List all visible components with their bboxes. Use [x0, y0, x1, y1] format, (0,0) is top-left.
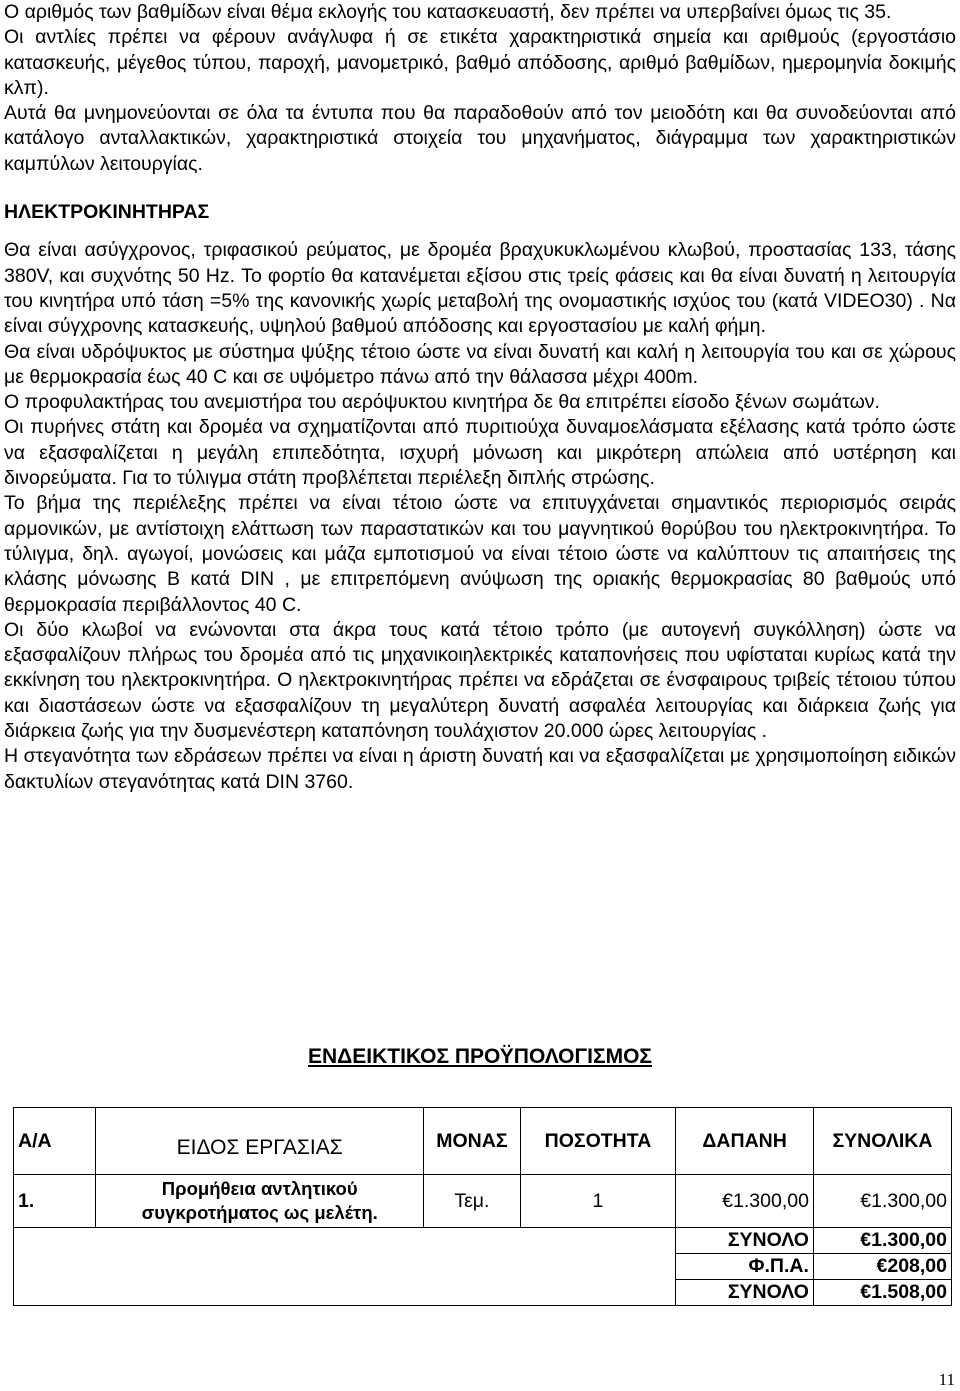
header-cost: ΔΑΠΑΝΗ: [676, 1108, 814, 1175]
header-quantity: ΠΟΣΟΤΗΤΑ: [520, 1108, 676, 1175]
summary-label: Φ.Π.Α.: [676, 1254, 814, 1280]
row-total: [813, 1175, 951, 1228]
summary-value-text: 208,00: [887, 1255, 947, 1277]
euro-symbol: €: [860, 1281, 872, 1303]
summary-value: [813, 1280, 951, 1306]
summary-row: [14, 1280, 952, 1306]
row-aa: 1.: [14, 1175, 96, 1228]
header-unit: ΜΟΝΑΣ: [424, 1108, 520, 1175]
row-cost-value: 1.300,00: [733, 1189, 809, 1212]
summary-row: [14, 1254, 952, 1280]
summary-value-text: 1.300,00: [871, 1229, 947, 1251]
paragraph-stages: Ο αριθμός των βαθμίδων είναι θέμα εκλογής του κατασκευαστή, δεν πρέπει να υπερβαίνει όμως τις 35.: [4, 1, 892, 23]
paragraph-markings: Οι αντλίες πρέπει να φέρουν ανάγλυφα ή σε ετικέτα χαρακτηριστικά σημεία και αριθμούς (εργοστάσιο κατασκευής, μέγεθος τύπου, παροχή, μανομετρικό, βαθμό απόδοσης, αριθμό βαθμίδων, ημερομηνία δοκιμής κλπ).: [4, 26, 956, 99]
motor-paragraph: Το βήμα της περιέλεξης πρέπει να είναι τέτοιο ώστε να επιτυγχάνεται σημαντικός περιορισμός σειράς αρμονικών, με αντίστοιχη ελάττωση των παραστατικών και του μαγνητικού θορύβου του ηλεκτροκινητήρα. Το τύλιγμα, δηλ. αγωγοί, μονώσεις και μάζα εμποτισμού να είναι τέτοιο ώστε να καλύπτουν τις απαιτήσεις της κλάσης μόνωσης Β κατά DIN , με επιτρεπόμενη ανύψωση της οριακής θερμοκρασίας 80 βαθμούς υπό θερμοκρασία περιβάλλοντος 40 C.: [4, 492, 956, 616]
euro-symbol: €: [722, 1189, 734, 1212]
header-aa: Α/Α: [14, 1108, 96, 1175]
motor-paragraph: Η στεγανότητα των εδράσεων πρέπει να είναι η άριστη δυνατή και να εξασφαλίζεται με χρησιμοποίηση ειδικών δακτυλίων στεγανότητας κατά DIN 3760.: [4, 745, 956, 793]
euro-symbol: €: [860, 1229, 872, 1251]
euro-symbol: €: [876, 1255, 888, 1277]
row-total-value: 1.300,00: [871, 1189, 947, 1212]
motor-paragraph: Οι δύο κλωβοί να ενώνονται στα άκρα τους κατά τέτοιο τρόπο (με αυτογενή συγκόλληση) ώστε να εξασφαλίζουν πλήρως του δρομέα από τις μηχανικοιηλεκτρικές καταπονήσεις που υφίσταται κυρίως κατά την εκκίνηση του ηλεκτροκινητήρα. Ο ηλεκτροκινητήρας πρέπει να εδράζεται σε ένσφαιρους τριβείς τέτοιου τύπου και διαστάσεων ώστε να εξασφαλίζουν τη μεγαλύτερη δυνατή ασφαλέα λειτουργίας και διάρκεια ζωής για διάρκεια ζωής για την δυσμενέστερη καταπόνηση τουλάχιστον 20.000 ώρες λειτουργίας .: [4, 618, 956, 743]
intro-section: [4, 0, 956, 177]
motor-paragraph: Θα είναι ασύγχρονος, τριφασικού ρεύματος, με δρομέα βραχυκυκλωμένου κλωβού, προστασίας 133, τάσης 380V, και συχνότης 50 Hz. Το φορτίο θα κατανέμεται εξίσου στις τρείς φάσεις και θα είναι δυνατή η λειτουργία του κινητήρα υπό τάση =5% της κανονικής χωρίς μεταβολή της ονομαστικής ισχύος του (κατά VIDEO30) . Να είναι σύγχρονης κατασκευής, υψηλού βαθμού απόδοσης και εργοστασίου με καλή φήμη.: [4, 239, 956, 338]
summary-value: [813, 1254, 951, 1280]
row-description: Προμήθεια αντλητικού συγκροτήματος ως μελέτη.: [96, 1175, 424, 1228]
summary-label: ΣΥΝΟΛΟ: [676, 1228, 814, 1254]
summary-value: [813, 1228, 951, 1254]
row-cost: [676, 1175, 814, 1228]
budget-title: ΕΝΔΕΙΚΤΙΚΟΣ ΠΡΟΫΠΟΛΟΓΙΣΜΟΣ: [307, 1045, 653, 1068]
paragraph-documents: Αυτά θα μνημονεύονται σε όλα τα έντυπα που θα παραδοθούν από τον μειοδότη και θα συνοδεύονται από κατάλογο ανταλλακτικών, χαρακτηριστικά στοιχεία του μηχανήματος, διάγραμμα των χαρακτηριστικών καμπύλων λειτουργίας.: [4, 102, 956, 175]
motor-paragraph: Οι πυρήνες στάτη και δρομέα να σχηματίζονται από πυριτιούχα δυναμοελάσματα εξέλασης κατά τρόπο ώστε να εξασφαλίζεται η μεγάλη επιπεδότητα, ισχυρή μόνωση και μικρότερη απώλεια από υστέρηση και δινορεύματα. Για το τύλιγμα στάτη προβλέπεται περιέλεξη διπλής στρώσης.: [4, 416, 956, 490]
row-unit: Τεμ.: [424, 1175, 520, 1228]
summary-label: ΣΥΝΟΛΟ: [676, 1280, 814, 1306]
table-row: [14, 1175, 952, 1228]
budget-table: [13, 1107, 952, 1306]
motor-section: [4, 200, 956, 795]
header-description: ΕΙΔΟΣ ΕΡΓΑΣΙΑΣ: [96, 1108, 424, 1175]
motor-heading: ΗΛΕΚΤΡΟΚΙΝΗΤΗΡΑΣ: [4, 201, 210, 224]
euro-symbol: €: [860, 1189, 872, 1212]
row-quantity: 1: [520, 1175, 676, 1228]
summary-row: [14, 1228, 952, 1254]
page-number: 11: [938, 1370, 955, 1389]
header-total: ΣΥΝΟΛΙΚΑ: [813, 1108, 951, 1175]
motor-paragraph: Ο προφυλακτήρας του ανεμιστήρα του αερόψυκτου κινητήρα δε θα επιτρέπει είσοδο ξένων σωμάτων.: [4, 391, 880, 414]
document-page: [4, 0, 956, 1303]
summary-value-text: 1.508,00: [871, 1281, 947, 1303]
table-header-row: [14, 1108, 952, 1175]
motor-paragraph: Θα είναι υδρόψυκτος με σύστημα ψύξης τέτοιο ώστε να είναι δυνατή και καλή η λειτουργία του και σε χώρους με θερμοκρασία έως 40 C και σε υψόμετρο πάνω από την θάλασσα μέχρι 400m.: [4, 340, 956, 388]
